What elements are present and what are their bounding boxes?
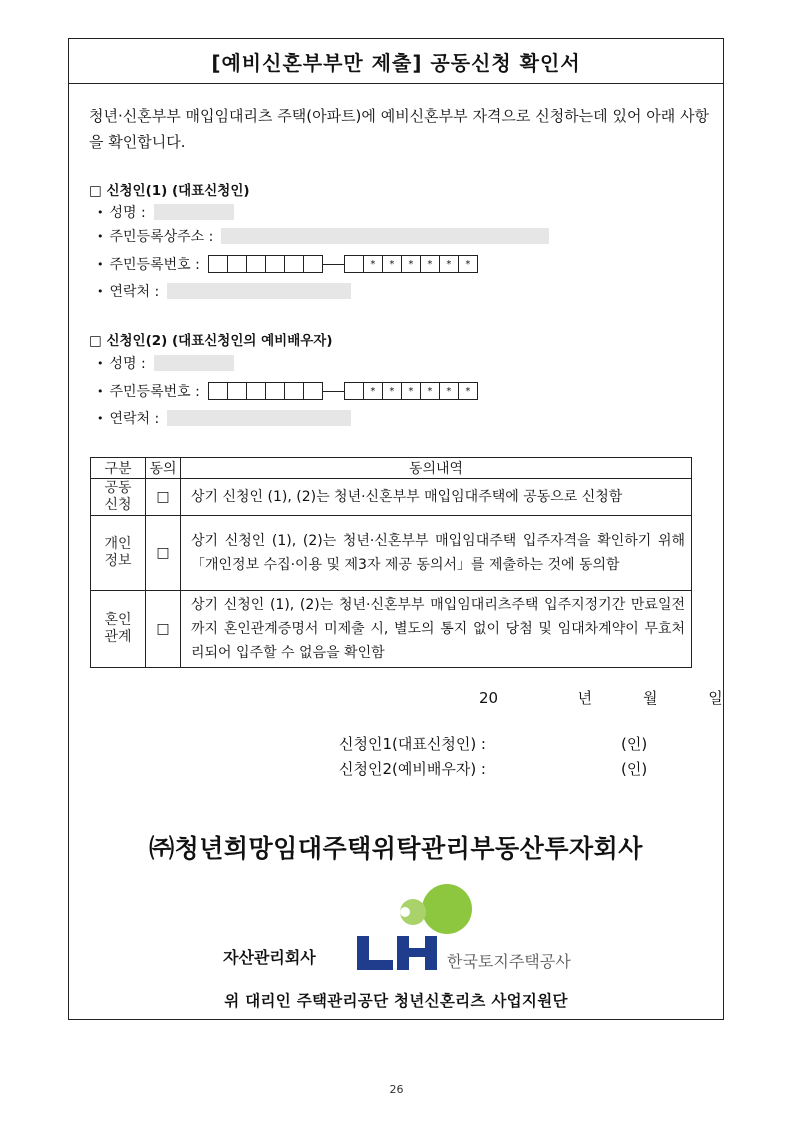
applicant1-address-field[interactable]: [221, 228, 549, 244]
date-year: 년: [577, 689, 593, 707]
bullet-icon: •: [97, 356, 104, 370]
rrn-separator: [323, 391, 345, 392]
rrn-digit-box[interactable]: [227, 255, 247, 273]
rrn-digit-box[interactable]: [344, 255, 364, 273]
signature-label: 신청인2(예비배우자) :: [339, 760, 486, 778]
applicant2-contact-row: [97, 407, 351, 429]
lh-logo-text: 한국토지주택공사: [447, 952, 571, 971]
rrn-masked-box: *: [420, 382, 440, 400]
consent-checkbox[interactable]: □: [146, 516, 181, 591]
applicant1-rrn-row: [97, 253, 478, 275]
rrn-digit-box[interactable]: [208, 382, 228, 400]
rrn-digit-box[interactable]: [303, 255, 323, 273]
applicant2-name-field[interactable]: [154, 355, 234, 371]
rrn-digit-box[interactable]: [344, 382, 364, 400]
rrn-masked-box: *: [363, 382, 383, 400]
row-text: 상기 신청인 (1), (2)는 청년·신혼부부 매입임대주택 입주자격을 확인하기 위해 「개인정보 수집·이용 및 제3자 제공 동의서」를 제출하는 것에 동의함: [181, 516, 692, 591]
date-year-prefix: 20: [479, 689, 499, 707]
contact-label: 연락처 :: [109, 411, 160, 427]
signature-line-1: [339, 733, 648, 754]
row-category: 공동 신청: [91, 479, 146, 516]
header-category: 구분: [91, 458, 146, 479]
bullet-icon: •: [97, 384, 104, 398]
rrn-digit-box[interactable]: [208, 255, 228, 273]
signature-line-2: [339, 758, 648, 779]
rrn-masked-box: *: [420, 255, 440, 273]
applicant1-name-row: [97, 201, 234, 223]
company-name: ㈜청년희망임대주택위탁관리부동산투자회사: [149, 834, 643, 863]
page-number: 26: [389, 1083, 404, 1096]
bullet-icon: •: [97, 257, 104, 271]
applicant2-contact-field[interactable]: [167, 410, 351, 426]
consent-table-header: [91, 458, 692, 479]
applicant1-name-field[interactable]: [154, 204, 234, 220]
document-title: [예비신혼부부만 제출] 공동신청 확인서: [69, 39, 723, 84]
consent-checkbox[interactable]: □: [146, 591, 181, 668]
applicant2-name-row: [97, 352, 234, 374]
rrn-masked-box: *: [363, 255, 383, 273]
rrn-masked-box: *: [439, 255, 459, 273]
row-text: 상기 신청인 (1), (2)는 청년·신혼부부 매입임대리츠주택 입주지정기간 만료일전까지 혼인관계증명서 미제출 시, 별도의 통지 없이 당첨 및 임대차계약이 무효처리되어 입주할 수 없음을 확인함: [181, 591, 692, 668]
rrn-digit-box[interactable]: [265, 382, 285, 400]
rrn-label: 주민등록번호 :: [109, 257, 200, 273]
name-label: 성명 :: [109, 356, 146, 372]
contact-label: 연락처 :: [109, 284, 160, 300]
row-category: 혼인 관계: [91, 591, 146, 668]
applicant2-rrn-input[interactable]: [208, 382, 478, 400]
rrn-digit-box[interactable]: [303, 382, 323, 400]
rrn-masked-box: *: [382, 255, 402, 273]
rrn-masked-box: *: [401, 255, 421, 273]
rrn-digit-box[interactable]: [227, 382, 247, 400]
applicant1-rrn-input[interactable]: [208, 255, 478, 273]
date-line: [479, 687, 723, 708]
rrn-masked-box: *: [439, 382, 459, 400]
rrn-masked-box: *: [382, 382, 402, 400]
intro-paragraph: 청년·신혼부부 매입임대리츠 주택(아파트)에 예비신혼부부 자격으로 신청하는데 있어 아래 사항을 확인합니다.: [89, 107, 709, 151]
date-month: 월: [642, 689, 658, 707]
row-text: 상기 신청인 (1), (2)는 청년·신혼부부 매입임대주택에 공동으로 신청함: [181, 479, 692, 516]
seal-mark: (인): [621, 735, 648, 753]
date-day: 일: [708, 689, 723, 707]
consent-table: [90, 457, 692, 668]
row-category: 개인 정보: [91, 516, 146, 591]
header-consent: 동의: [146, 458, 181, 479]
applicant2-heading: □ 신청인(2) (대표신청인의 예비배우자): [89, 333, 333, 349]
rrn-masked-box: *: [401, 382, 421, 400]
rrn-digit-box[interactable]: [265, 255, 285, 273]
lh-logo: [355, 884, 585, 974]
document-frame: [68, 38, 724, 1020]
rrn-masked-box: *: [458, 255, 478, 273]
bullet-icon: •: [97, 229, 104, 243]
bullet-icon: •: [97, 411, 104, 425]
rrn-label: 주민등록번호 :: [109, 384, 200, 400]
applicant1-contact-row: [97, 280, 351, 302]
rrn-masked-box: *: [458, 382, 478, 400]
asset-manager-label: 자산관리회사: [223, 948, 316, 967]
bullet-icon: •: [97, 205, 104, 219]
table-row: [91, 479, 692, 516]
table-row: [91, 516, 692, 591]
consent-checkbox[interactable]: □: [146, 479, 181, 516]
rrn-digit-box[interactable]: [284, 255, 304, 273]
name-label: 성명 :: [109, 205, 146, 221]
rrn-digit-box[interactable]: [284, 382, 304, 400]
signature-label: 신청인1(대표신청인) :: [339, 735, 486, 753]
header-details: 동의내역: [181, 458, 692, 479]
bullet-icon: •: [97, 284, 104, 298]
table-row: [91, 591, 692, 668]
address-label: 주민등록상주소 :: [109, 229, 214, 245]
seal-mark: (인): [621, 760, 648, 778]
rrn-digit-box[interactable]: [246, 255, 266, 273]
applicant1-heading: □ 신청인(1) (대표신청인): [89, 183, 250, 199]
rrn-digit-box[interactable]: [246, 382, 266, 400]
applicant1-contact-field[interactable]: [167, 283, 351, 299]
applicant1-address-row: [97, 225, 549, 247]
applicant2-rrn-row: [97, 380, 478, 402]
rrn-separator: [323, 264, 345, 265]
agent-line: 위 대리인 주택관리공단 청년신혼리츠 사업지원단: [224, 992, 568, 1010]
